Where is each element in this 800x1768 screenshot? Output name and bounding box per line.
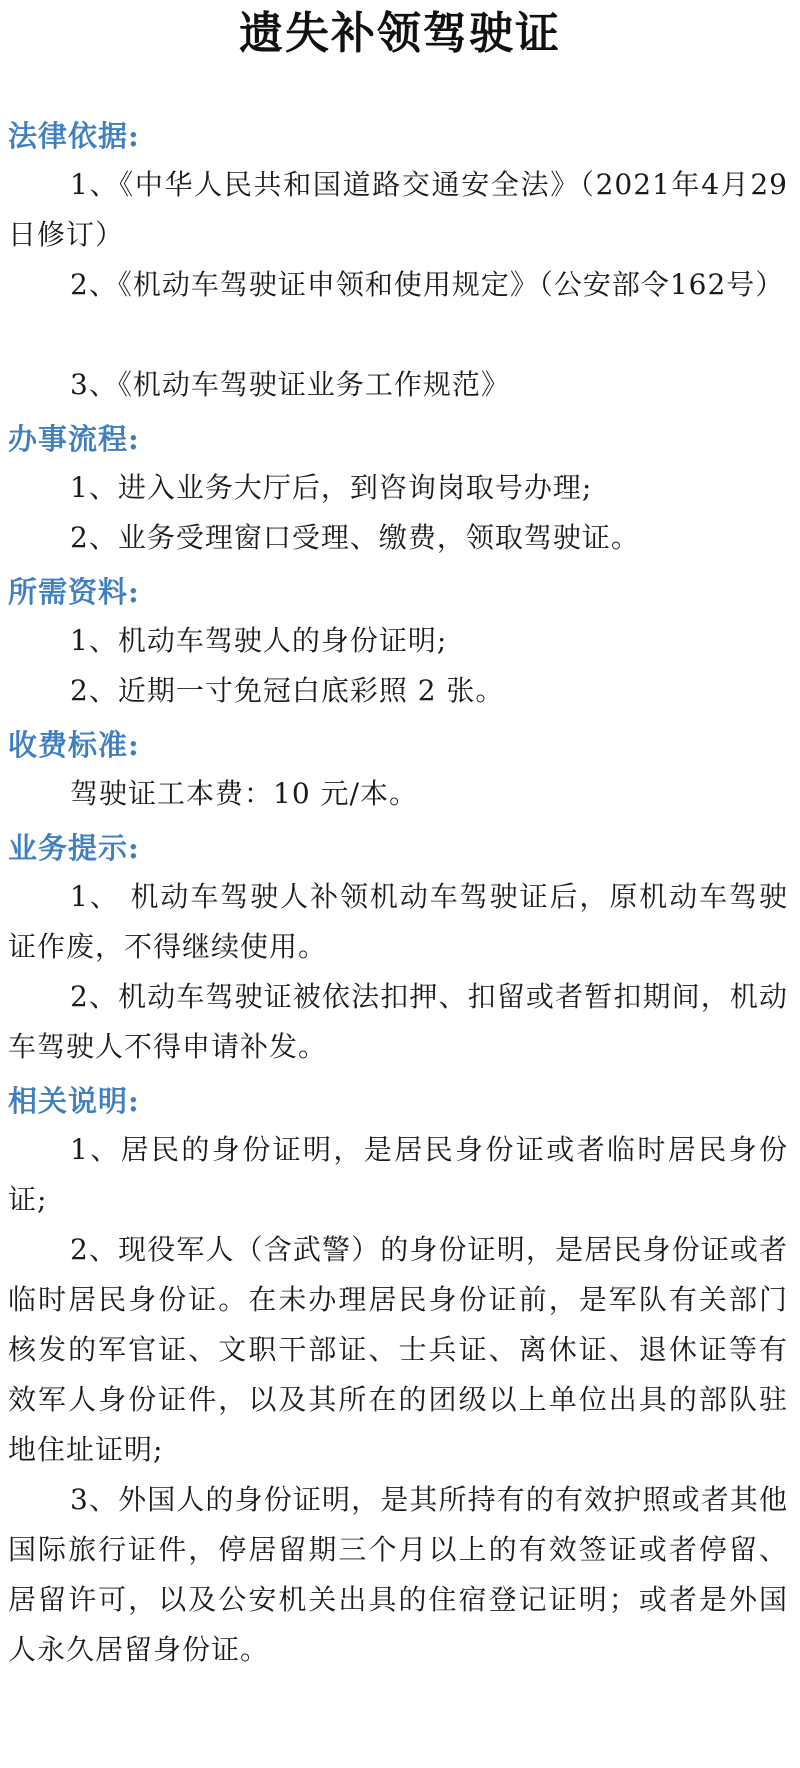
notes-item-2: 2、现役军人（含武警）的身份证明，是居民身份证或者临时居民身份证。在未办理居民身份证前，是军队有关部门核发的军官证、文职干部证、士兵证、离休证、退休证等有效军人身份证件，以及其所在的团级以上单位出具的部队驻地住址证明;: [8, 1233, 788, 1466]
fees-item-1: 驾驶证工本费：10 元/本。: [70, 777, 418, 810]
heading-legal-basis: 法律依据:: [8, 119, 140, 153]
heading-materials: 所需资料:: [8, 575, 140, 609]
heading-process: 办事流程:: [8, 422, 140, 456]
legal-basis-item-2: 2、《机动车驾驶证申领和使用规定》（公安部令162号）: [70, 268, 785, 301]
materials-item-2: 2、近期一寸免冠白底彩照 2 张。: [70, 674, 505, 707]
heading-tips: 业务提示:: [8, 831, 140, 865]
legal-basis-item-3: 3、《机动车驾驶证业务工作规范》: [70, 368, 510, 401]
notes-item-1: 1、居民的身份证明，是居民身份证或者临时居民身份证;: [8, 1133, 788, 1216]
notes-item-3: 3、外国人的身份证明，是其所持有的有效护照或者其他国际旅行证件，停居留期三个月以上的有效签证或者停留、居留许可，以及公安机关出具的住宿登记证明；或者是外国人永久居留身份证。: [8, 1483, 788, 1666]
tips-item-1: 1、 机动车驾驶人补领机动车驾驶证后，原机动车驾驶证作废，不得继续使用。: [8, 880, 788, 963]
tips-item-2: 2、机动车驾驶证被依法扣押、扣留或者暂扣期间，机动车驾驶人不得申请补发。: [8, 980, 788, 1063]
page-title: 遗失补领驾驶证: [239, 8, 561, 59]
materials-item-1: 1、机动车驾驶人的身份证明;: [70, 624, 448, 657]
legal-basis-item-1: 1、《中华人民共和国道路交通安全法》（2021年4月29日修订）: [8, 168, 788, 251]
process-item-2: 2、业务受理窗口受理、缴费，领取驾驶证。: [70, 521, 640, 554]
heading-fees: 收费标准:: [8, 728, 140, 762]
process-item-1: 1、进入业务大厅后，到咨询岗取号办理;: [70, 471, 593, 504]
heading-notes: 相关说明:: [8, 1084, 140, 1118]
